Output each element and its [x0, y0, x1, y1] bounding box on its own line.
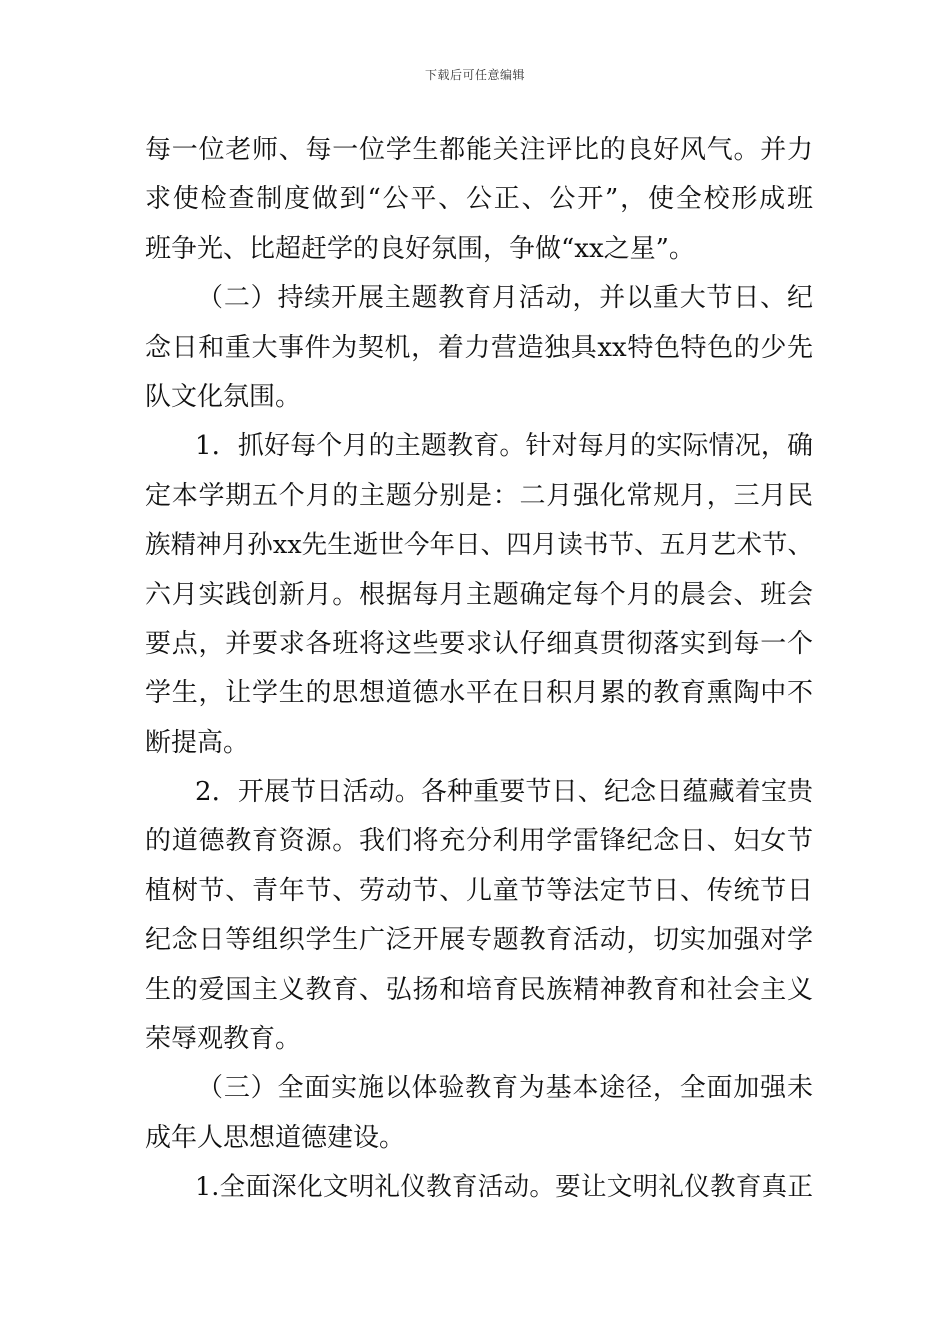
text-line: 的道德教育资源。我们将充分利用学雷锋纪念日、妇女节 — [145, 826, 813, 857]
text-line: 六月实践创新月。根据每月主题确定每个月的晨会、班会 — [145, 579, 813, 610]
text-line: 班争光、比超赶学的良好氛围，争做“xx之星”。 — [145, 233, 695, 264]
text-line: （二）持续开展主题教育月活动，并以重大节日、纪 — [197, 283, 813, 314]
text-line: 植树节、青年节、劳动节、儿童节等法定节日、传统节日 — [145, 875, 813, 906]
text-line: 求使检查制度做到“公平、公正、公开”，使全校形成班 — [145, 184, 813, 215]
text-line: 纪念日等组织学生广泛开展专题教育活动，切实加强对学 — [145, 925, 813, 956]
text-line: 学生，让学生的思想道德水平在日积月累的教育熏陶中不 — [145, 678, 813, 709]
text-line: 定本学期五个月的主题分别是：二月强化常规月，三月民 — [145, 480, 813, 511]
page-header: 下载后可任意编辑 — [424, 68, 525, 82]
text-line: 每一位老师、每一位学生都能关注评比的良好风气。并力 — [145, 135, 813, 165]
document-body — [145, 126, 813, 1213]
text-line: 念日和重大事件为契机，着力营造独具xx特色特色的少先 — [145, 332, 813, 363]
text-line: 1.全面深化文明礼仪教育活动。要让文明礼仪教育真正 — [195, 1172, 813, 1203]
text-line: 成年人思想道德建设。 — [145, 1122, 406, 1153]
text-line: 要点，并要求各班将这些要求认仔细真贯彻落实到每一个 — [145, 628, 813, 659]
text-line: 2．开展节日活动。各种重要节日、纪念日蕴藏着宝贵 — [195, 777, 813, 808]
text-line: 1．抓好每个月的主题教育。针对每月的实际情况，确 — [195, 431, 813, 462]
text-line: 队文化氛围。 — [145, 381, 302, 412]
text-line: 生的爱国主义教育、弘扬和培育民族精神教育和社会主义 — [145, 974, 813, 1005]
text-line: 族精神月孙xx先生逝世今年日、四月读书节、五月艺术节、 — [145, 530, 813, 561]
text-line: 荣辱观教育。 — [145, 1024, 302, 1055]
text-line: （三）全面实施以体验教育为基本途径，全面加强未 — [197, 1073, 813, 1104]
text-line: 断提高。 — [145, 727, 250, 758]
